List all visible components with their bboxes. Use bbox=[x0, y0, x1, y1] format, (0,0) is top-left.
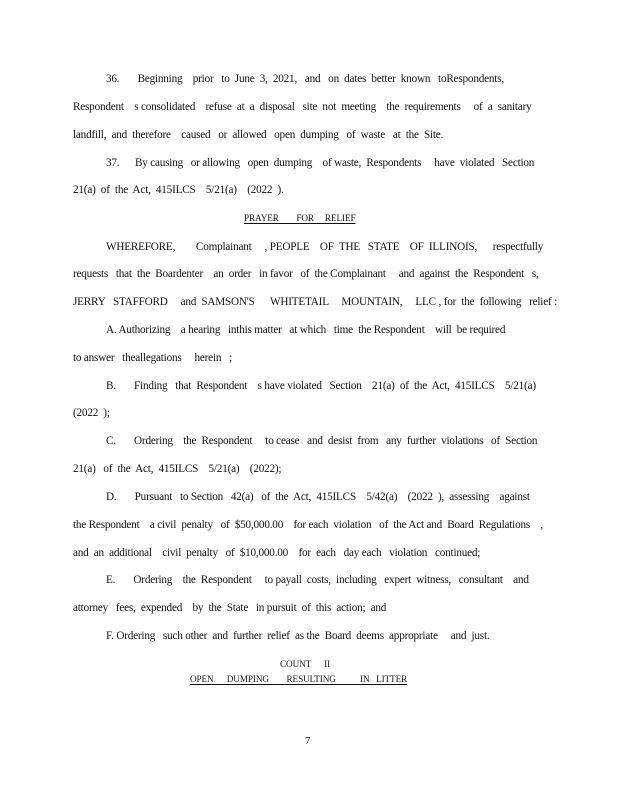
item-d-line-2: the Respondent a civil penalty of $50,000.00 for each violation of the Act and Board Regulations , bbox=[73, 519, 543, 531]
item-d-line-3: and an additional civil penalty of $10,000.00 for each day each violation continued; bbox=[73, 547, 481, 559]
item-d-line-1: D. Pursuant to Section 42(a) of the Act, 415ILCS 5/42(a) (2022 ), assessing against bbox=[106, 491, 530, 503]
paragraph-36-line-1: 36. Beginning prior to June 3, 2021, and on dates better known toRespondents, bbox=[106, 73, 504, 85]
item-e-line-1: E. Ordering the Respondent to payall costs, including expert witness, consultant and bbox=[106, 574, 529, 586]
item-e-line-2: attorney fees, expended by the State in pursuit of this action; and bbox=[73, 602, 387, 614]
item-a-line-1: A. Authorizing a hearing inthis matter at which time the Respondent will be required bbox=[106, 324, 506, 336]
item-b-line-2: (2022 ); bbox=[73, 407, 110, 419]
item-f-line-1: F. Ordering such other and further relief as the Board deems appropriate and just. bbox=[106, 630, 490, 642]
count-heading: COUNT II bbox=[280, 659, 331, 669]
item-b-line-1: B. Finding that Respondent s have violated Section 21(a) of the Act, 415ILCS 5/21(a) bbox=[106, 380, 536, 392]
item-c-line-2: 21(a) of the Act, 415ILCS 5/21(a) (2022); bbox=[73, 463, 282, 475]
wherefore-line-3: JERRY STAFFORD and SAMSON'S WHITETAIL MOUNTAIN, LLC , for the following relief : bbox=[73, 296, 558, 308]
prayer-for-relief-heading: PRAYER FOR RELIEF bbox=[244, 213, 356, 223]
page-number: 7 bbox=[305, 735, 311, 747]
item-a-line-2: to answer theallegations herein ; bbox=[73, 352, 232, 364]
item-c-line-1: C. Ordering the Respondent to cease and desist from any further violations of Section bbox=[106, 435, 538, 447]
wherefore-line-1: WHEREFORE, Complainant , PEOPLE OF THE STATE OF ILLINOIS, respectfully bbox=[106, 241, 544, 253]
paragraph-36-line-3: landfill, and therefore caused or allowed open dumping of waste at the Site. bbox=[73, 129, 444, 141]
count-title-heading: OPEN DUMPING RESULTING IN LITTER bbox=[190, 674, 408, 684]
wherefore-line-2: requests that the Boardenter an order in favor of the Complainant and against the Respondent s, bbox=[73, 268, 539, 280]
paragraph-37-line-2: 21(a) of the Act, 415ILCS 5/21(a) (2022 ). bbox=[73, 184, 284, 196]
paragraph-37-line-1: 37. By causing or allowing open dumping of waste, Respondents have violated Section bbox=[106, 157, 535, 169]
paragraph-36-line-2: Respondent s consolidated refuse at a disposal site not meeting the requirements of a sanitary bbox=[73, 101, 532, 113]
